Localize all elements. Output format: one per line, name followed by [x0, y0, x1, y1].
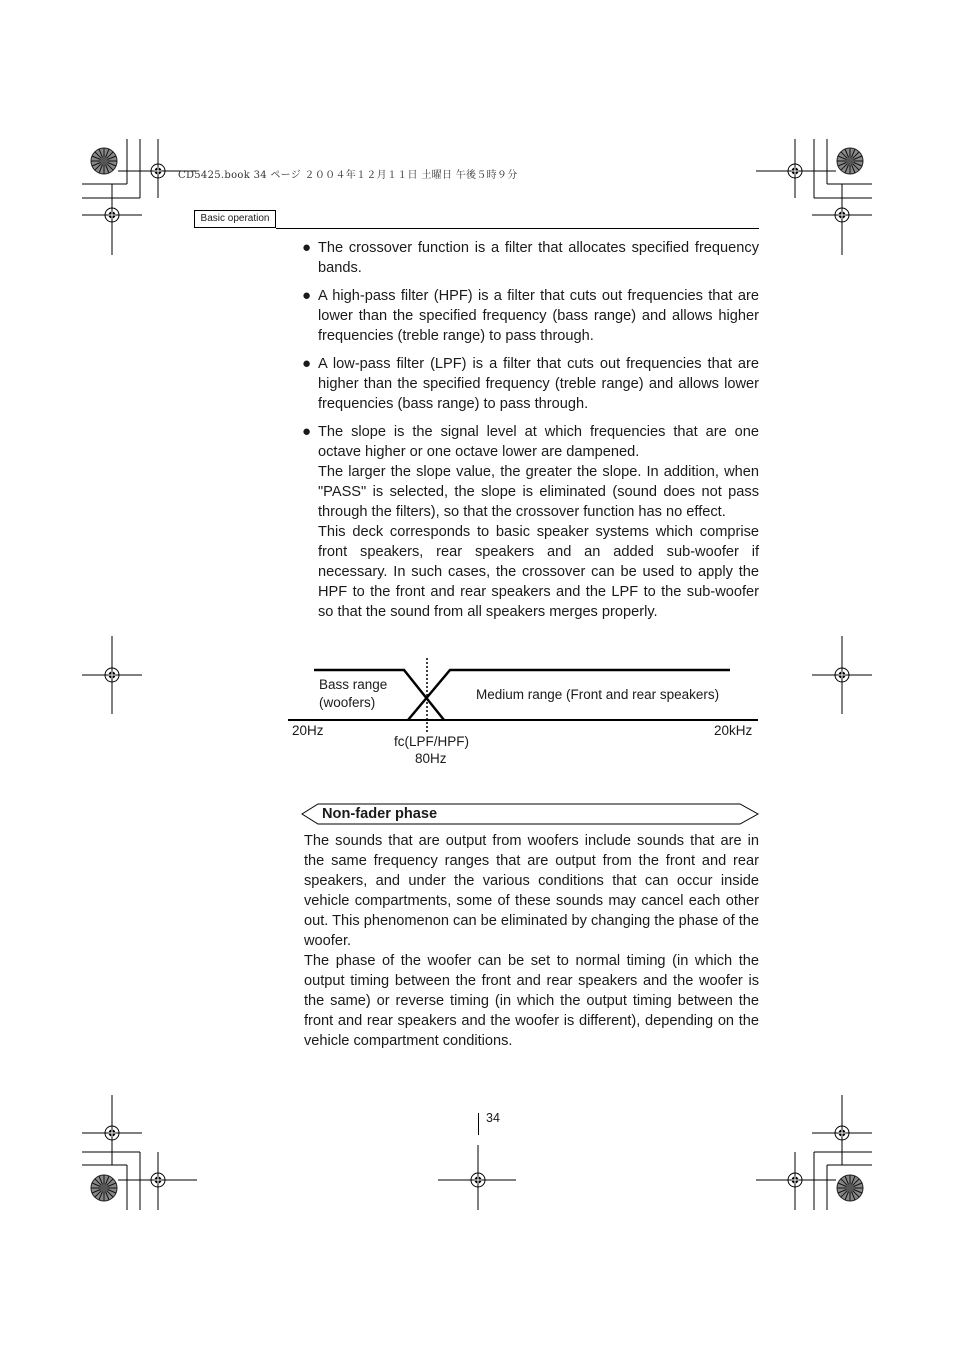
bullet-item [302, 286, 759, 346]
body-paragraph: The sounds that are output from woofers include sounds that are in the same frequency ranges that are output from the front and rear speakers, and under the various conditions that can occur inside vehicle compartments, some of these sounds may cancel each other out. This phenomenon can be eliminated by changing the phase of the woofer. [304, 833, 759, 949]
cutoff-label: fc(LPF/HPF) [394, 734, 470, 749]
bullet-text: The slope is the signal level at which frequencies that are one octave higher or one octave lower are dampened. [318, 424, 759, 460]
bullet-list [302, 238, 759, 630]
medium-range-label: Medium range (Front and rear speakers) [476, 687, 720, 702]
section-title: Non-fader phase [322, 806, 438, 822]
section-body [304, 831, 759, 1051]
bullet-item [302, 354, 759, 414]
bullet-item [302, 238, 759, 278]
bullet-dot-icon: ● [302, 287, 312, 304]
print-header: CD5425.book 34 ページ ２００４年１２月１１日 土曜日 午後５時９分 [178, 170, 518, 181]
cutoff-value: 80Hz [415, 751, 447, 766]
bullet-text: The crossover function is a filter that allocates specified frequency bands. [318, 240, 759, 276]
page-number-rule [478, 1113, 479, 1135]
bullet-dot-icon: ● [302, 239, 312, 256]
bass-range-sublabel: (woofers) [319, 695, 376, 710]
page-number: 34 [486, 1111, 500, 1125]
low-frequency-label: 20Hz [292, 723, 324, 738]
high-frequency-label: 20kHz [714, 723, 753, 738]
section-header [300, 803, 762, 825]
crossover-graph [288, 652, 768, 782]
body-paragraph: The phase of the woofer can be set to normal timing (in which the output timing between the front and rear speakers and the woofer is the same) or reverse timing (in which the output timing between the front and rear speakers and the woofer is different), depending on the vehicle compartment conditions. [304, 953, 759, 1049]
bullet-dot-icon: ● [302, 423, 312, 440]
bullet-text: This deck corresponds to basic speaker systems which comprise front speakers, rear speakers and an added sub-woofer if necessary. In such cases, the crossover can be used to apply the HPF to the front and rear speakers and the LPF to the sub-woofer so that the sound from all speakers merges properly. [318, 524, 759, 620]
bass-range-label: Bass range [319, 677, 388, 692]
header-rule [276, 228, 759, 229]
bullet-item [302, 422, 759, 622]
bullet-dot-icon: ● [302, 355, 312, 372]
crossover-diagram [288, 652, 768, 782]
section-tab: Basic operation [194, 210, 276, 228]
bullet-text: A high-pass filter (HPF) is a filter that cuts out frequencies that are lower than the specified frequency (bass range) and allows higher frequencies (treble range) to pass through. [318, 288, 759, 344]
bullet-text: The larger the slope value, the greater the slope. In addition, when "PASS" is selected, the slope is eliminated (sound does not pass through the filters), so that the crossover function has no effect. [318, 464, 759, 520]
bullet-text: A low-pass filter (LPF) is a filter that cuts out frequencies that are higher than the specified frequency (treble range) and allows lower frequencies (bass range) to pass through. [318, 356, 759, 412]
